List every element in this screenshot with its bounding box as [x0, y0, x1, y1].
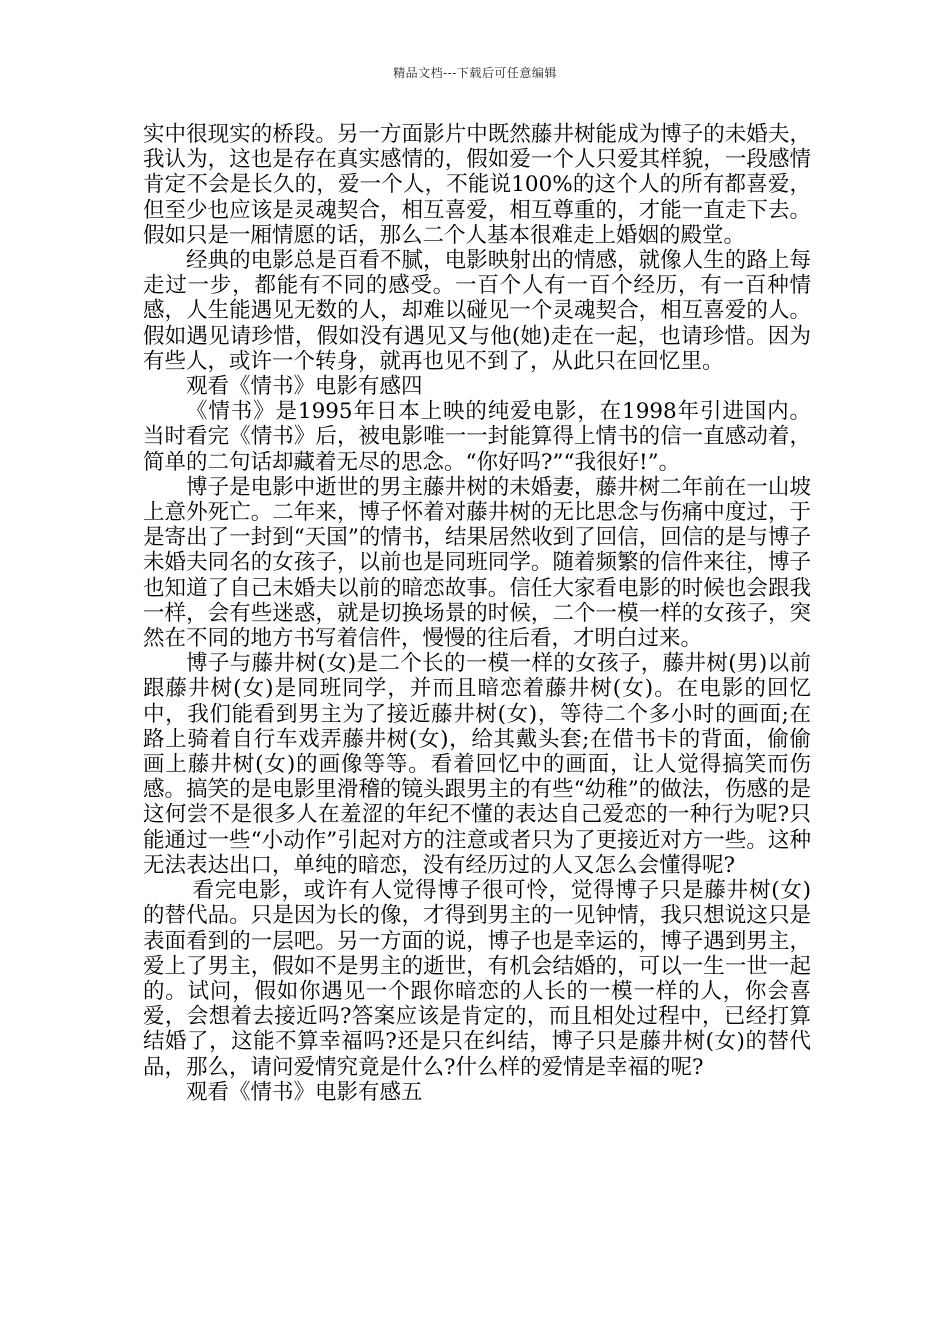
section-heading-five: 观看《情书》电影有感五: [186, 1079, 423, 1105]
paragraph-intro: 《情书》是1995年日本上映的纯爱电影，在1998年引进国内。当时看完《情书》后，被电影唯一一封能算得上情书的信一直感动着，简单的二句话却藏着无尽的思念。“你好吗?”“我很好!”。: [143, 399, 811, 475]
paragraph-continuation: 实中很现实的桥段。另一方面影片中既然藤井树能成为博子的未婚夫，我认为，这也是存在真实感情的，假如爱一个人只爱其样貌，一段感情肯定不会是长久的，爱一个人，不能说100%的这个人的所有都喜爱，但至少也应该是灵魂契合，相互喜爱，相互尊重的，才能一直走下去。假如只是一厢情愿的话，那么二个人基本很难走上婚姻的殿堂。: [143, 122, 811, 248]
paragraph-plot: 博子是电影中逝世的男主藤井树的未婚妻，藤井树二年前在一山坡上意外死亡。二年来，博子怀着对藤井树的无比思念与伤痛中度过，于是寄出了一封到“天国”的情书，结果居然收到了回信，回信的是与博子未婚夫同名的女孩子，以前也是同班同学。随着频繁的信件来往，博子也知道了自己未婚夫以前的暗恋故事。信任大家看电影的时候也会跟我一样，会有些迷惑，就是切换场景的时候，二个一模一样的女孩子，突然在不同的地方书写着信件，慢慢的往后看，才明白过来。: [143, 474, 811, 652]
paragraph-reflection: 经典的电影总是百看不腻，电影映射出的情感，就像人生的路上每走过一步，都能有不同的感受。一百个人有一百个经历，有一百种情感，人生能遇见无数的人，却难以碰见一个灵魂契合，相互喜爱的人。假如遇见请珍惜，假如没有遇见又与他(她)走在一起，也请珍惜。因为有些人，或许一个转身，就再也见不到了，从此只在回忆里。: [143, 248, 811, 374]
paragraph-memories: 博子与藤井树(女)是二个长的一模一样的女孩子，藤井树(男)以前跟藤井树(女)是同班同学，并而且暗恋着藤井树(女)。在电影的回忆中，我们能看到男主为了接近藤井树(女)，等待二个多小时的画面;在路上骑着自行车戏弄藤井树(女)，给其戴头套;在借书卡的背面，偷偷画上藤井树(女)的画像等等。看着回忆中的画面，让人觉得搞笑而伤感。搞笑的是电影里滑稽的镜头跟男主的有些“幼稚”的做法，伤感的是这何尝不是很多人在羞涩的年纪不懂的表达自己爱恋的一种行为呢?只能通过一些“小动作”引起对方的注意或者只为了更接近对方一些。这种无法表达出口，单纯的暗恋，没有经历过的人又怎么会懂得呢?: [143, 651, 811, 878]
document-body: [143, 122, 811, 1105]
paragraph-thoughts: 看完电影，或许有人觉得博子很可怜，觉得博子只是藤井树(女)的替代品。只是因为长的像，才得到男主的一见钟情，我只想说这只是表面看到的一层吧。另一方面的说，博子也是幸运的，博子遇到男主，爱上了男主，假如不是男主的逝世，有机会结婚的，可以一生一世一起的。试问，假如你遇见一个跟你暗恋的人长的一模一样的人，你会喜爱，会想着去接近吗?答案应该是肯定的，而且相处过程中，已经打算结婚了，这能不算幸福吗?还是只在纠结，博子只是藤井树(女)的替代品，那么，请问爱情究竟是什么?什么样的爱情是幸福的呢?: [143, 878, 811, 1080]
section-heading-four: 观看《情书》电影有感四: [186, 374, 423, 400]
page-header: 精品文档---下载后可任意编辑: [393, 66, 557, 80]
